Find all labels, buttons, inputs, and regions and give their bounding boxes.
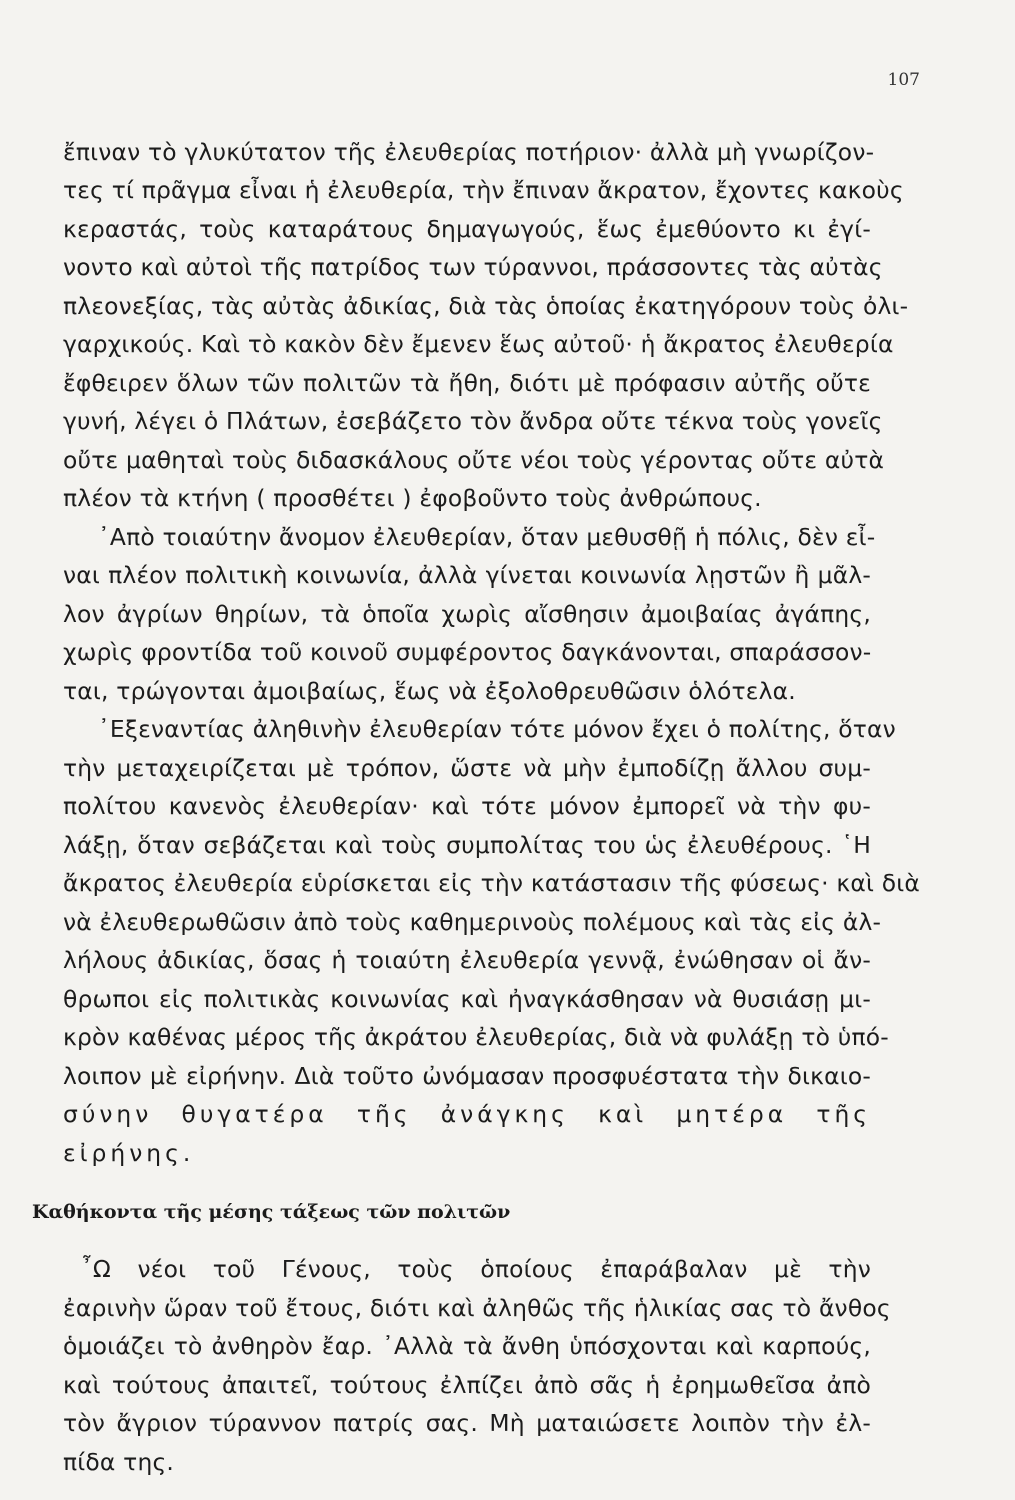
text-line: οὔτε μαθηταὶ τοὺς διδασκάλους οὔτε νέοι τοὺς γέροντας οὔτε αὐτὰ [63, 445, 885, 474]
text-line: ναι πλέον πολιτικὴ κοινωνία, ἀλλὰ γίνεται κοινωνία λῃστῶν ἢ μᾶλ- [63, 561, 871, 590]
text-line: τὴν μεταχειρίζεται μὲ τρόπον, ὥστε νὰ μὴν ἐμποδίζῃ ἄλλου συμ- [63, 753, 871, 782]
text-line: γαρχικούς. Καὶ τὸ κακὸν δὲν ἔμενεν ἕως αὐτοῦ· ἡ ἄκρατος ἐλευθερία [63, 330, 894, 359]
text-line: πίδα της. [63, 1447, 175, 1476]
text-line: λον ἀγρίων θηρίων, τὰ ὁποῖα χωρὶς αἴσθησιν ἀμοιβαίας ἀγάπης, [63, 599, 871, 628]
text-line: πλέον τὰ κτήνη ( προσθέτει ) ἐφοβοῦντο τοὺς ἀνθρώπους. [63, 484, 762, 513]
text-line: ᾿Απὸ τοιαύτην ἄνομον ἐλευθερίαν, ὅταν μεθυσθῇ ἡ πόλις, δὲν εἶ- [98, 522, 876, 551]
text-line: εἰρήνης. [63, 1138, 195, 1167]
text-line: πολίτου κανενὸς ἐλευθερίαν· καὶ τότε μόνον ἐμπορεῖ νὰ τὴν φυ- [63, 792, 871, 821]
text-line: σύνην θυγατέρα τῆς ἀνάγκης καὶ μητέρα τῆς [63, 1100, 871, 1129]
text-line: ἐαρινὴν ὥραν τοῦ ἔτους, διότι καὶ ἀληθῶς τῆς ἡλικίας σας τὸ ἄνθος [63, 1293, 891, 1322]
text-line: κεραστάς, τοὺς καταράτους δημαγωγούς, ἕως ἐμεθύοντο κι ἐγί- [63, 214, 871, 243]
text-line: λήλους ἀδικίας, ὅσας ἡ τοιαύτη ἐλευθερία γεννᾷ, ἐνώθησαν οἱ ἄν- [63, 946, 871, 975]
text-line: θρωποι εἰς πολιτικὰς κοινωνίας καὶ ἠναγκάσθησαν νὰ θυσιάσῃ μι- [63, 984, 871, 1013]
text-line: λοιπον μὲ εἰρήνην. Διὰ τοῦτο ὠνόμασαν προσφυέστατα τὴν δικαιο- [63, 1061, 871, 1090]
text-line: ῏Ω νέοι τοῦ Γένους, τοὺς ὁποίους ἐπαράβαλαν μὲ τὴν [81, 1255, 871, 1284]
text-line: γυνή, λέγει ὁ Πλάτων, ἐσεβάζετο τὸν ἄνδρα οὔτε τέκνα τοὺς γονεῖς [63, 407, 883, 436]
text-line: πλεονεξίας, τὰς αὐτὰς ἀδικίας, διὰ τὰς ὁποίας ἐκατηγόρουν τοὺς ὀλι- [63, 291, 909, 320]
text-line: ἔπιναν τὸ γλυκύτατον τῆς ἐλευθερίας ποτήριον· ἀλλὰ μὴ γνωρίζον- [63, 138, 875, 166]
text-line: τὸν ἄγριον τύραννον πατρίς σας. Μὴ ματαιώσετε λοιπὸν τὴν ἐλ- [63, 1409, 871, 1438]
text-line: κρὸν καθένας μέρος τῆς ἀκράτου ἐλευθερίας, διὰ νὰ φυλάξῃ τὸ ὑπό- [63, 1023, 889, 1052]
text-line: ἄκρατος ἐλευθερία εὑρίσκεται εἰς τὴν κατάστασιν τῆς φύσεως· καὶ διὰ [63, 869, 920, 898]
text-line: ὁμοιάζει τὸ ἀνθηρὸν ἔαρ. ᾿Αλλὰ τὰ ἄνθη ὑπόσχονται καὶ καρπούς, [63, 1332, 871, 1361]
text-line: τες τί πρᾶγμα εἶναι ἡ ἐλευθερία, τὴν ἔπιναν ἄκρατον, ἔχοντες κακοὺς [63, 176, 904, 205]
text-line: ται, τρώγονται ἀμοιβαίως, ἕως νὰ ἐξολοθρευθῶσιν ὁλότελα. [63, 676, 796, 705]
text-line: ἔφθειρεν ὅλων τῶν πολιτῶν τὰ ἤθη, διότι μὲ πρόφασιν αὐτῆς οὔτε [63, 368, 871, 397]
page-number: 107 [887, 70, 920, 90]
section-heading: Καθήκοντα τῆς μέσης τάξεως τῶν πολιτῶν [32, 1200, 511, 1223]
text-line: νοντο καὶ αὐτοὶ τῆς πατρίδος των τύραννοι, πράσσοντες τὰς αὐτὰς [63, 253, 883, 282]
text-line: καὶ τούτους ἀπαιτεῖ, τούτους ἐλπίζει ἀπὸ σᾶς ἡ ἐρημωθεῖσα ἀπὸ [63, 1370, 871, 1399]
text-line: ᾿Εξεναντίας ἀληθινὴν ἐλευθερίαν τότε μόνον ἔχει ὁ πολίτης, ὅταν [98, 715, 896, 744]
text-line: χωρὶς φροντίδα τοῦ κοινοῦ συμφέροντος δαγκάνονται, σπαράσσον- [63, 638, 872, 667]
text-line: νὰ ἐλευθερωθῶσιν ἀπὸ τοὺς καθημερινοὺς πολέμους καὶ τὰς εἰς ἀλ- [63, 907, 882, 936]
text-line: λάξῃ, ὅταν σεβάζεται καὶ τοὺς συμπολίτας του ὡς ἐλευθέρους. ῾Η [63, 830, 871, 859]
